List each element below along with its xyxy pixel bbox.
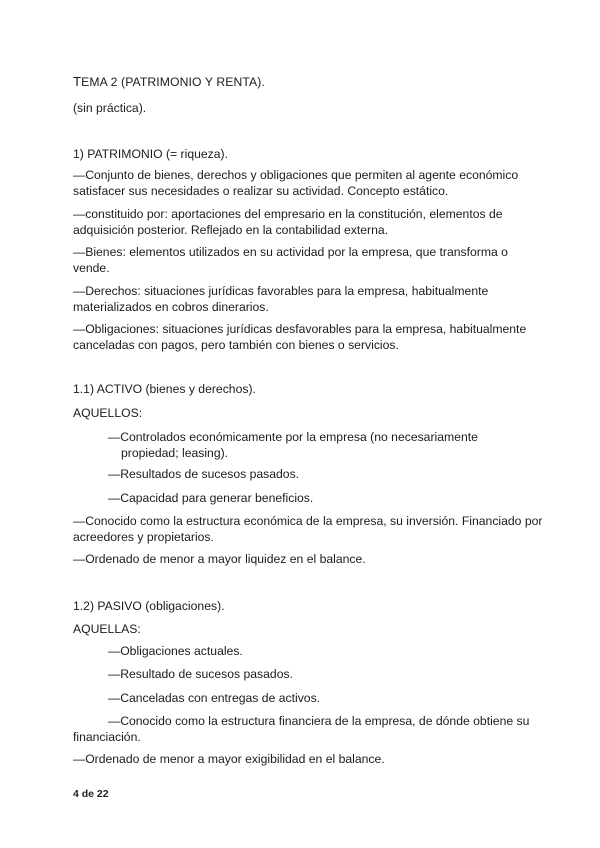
list-intro: AQUELLAS:	[73, 622, 141, 636]
paragraph: —Conjunto de bienes, derechos y obligaciones que permiten al agente económico satisfacer sus necesidades o realizar su actividad. Concepto estático.	[73, 168, 519, 198]
paragraph: —Ordenado de menor a mayor liquidez en el balance.	[73, 552, 366, 566]
list-intro: AQUELLOS:	[73, 406, 143, 420]
list-item: —Controlados económicamente por la empresa (no necesariamente	[108, 430, 478, 444]
paragraph: —Conocido como la estructura económica de la empresa, su inversión. Financiado por acreedores y propietarios.	[73, 514, 543, 544]
paragraph: —Obligaciones: situaciones jurídicas desfavorables para la empresa, habitualmente canceladas con pagos, pero también con bienes o servicios.	[73, 322, 527, 352]
list-item: —Canceladas con entregas de activos.	[108, 691, 321, 705]
list-item: —Resultados de sucesos pasados.	[108, 467, 300, 481]
paragraph: —Derechos: situaciones jurídicas favorables para la empresa, habitualmente materializados en cobros dinerarios.	[73, 284, 489, 314]
list-item: —Capacidad para generar beneficios.	[108, 491, 314, 505]
list-item-continuation: propiedad; leasing).	[121, 446, 229, 460]
section-heading-patrimonio: 1) PATRIMONIO (= riqueza).	[73, 147, 228, 161]
paragraph: —Ordenado de menor a mayor exigibilidad en el balance.	[73, 752, 385, 766]
list-item: —Obligaciones actuales.	[108, 644, 243, 658]
list-item: —Conocido como la estructura financiera de la empresa, de dónde obtiene su	[108, 714, 530, 728]
page-title	[73, 74, 543, 90]
page-number: 4 de 22	[73, 788, 109, 800]
section-heading-activo: 1.1) ACTIVO (bienes y derechos).	[73, 382, 256, 396]
paragraph: —constituido por: aportaciones del empresario en la constitución, elementos de adquisición posterior. Reflejado en la contabilidad externa.	[73, 207, 503, 237]
title-rest: EMA 2 (PATRIMONIO Y RENTA).	[81, 75, 265, 89]
section-heading-pasivo: 1.2) PASIVO (obligaciones).	[73, 599, 225, 613]
paragraph: —Bienes: elementos utilizados en su actividad por la empresa, que transforma o vende.	[73, 245, 508, 275]
subtitle: (sin práctica).	[73, 101, 147, 115]
title-first-letter: T	[73, 74, 82, 89]
list-item: —Resultado de sucesos pasados.	[108, 667, 293, 681]
list-item-continuation: financiación.	[73, 730, 141, 744]
